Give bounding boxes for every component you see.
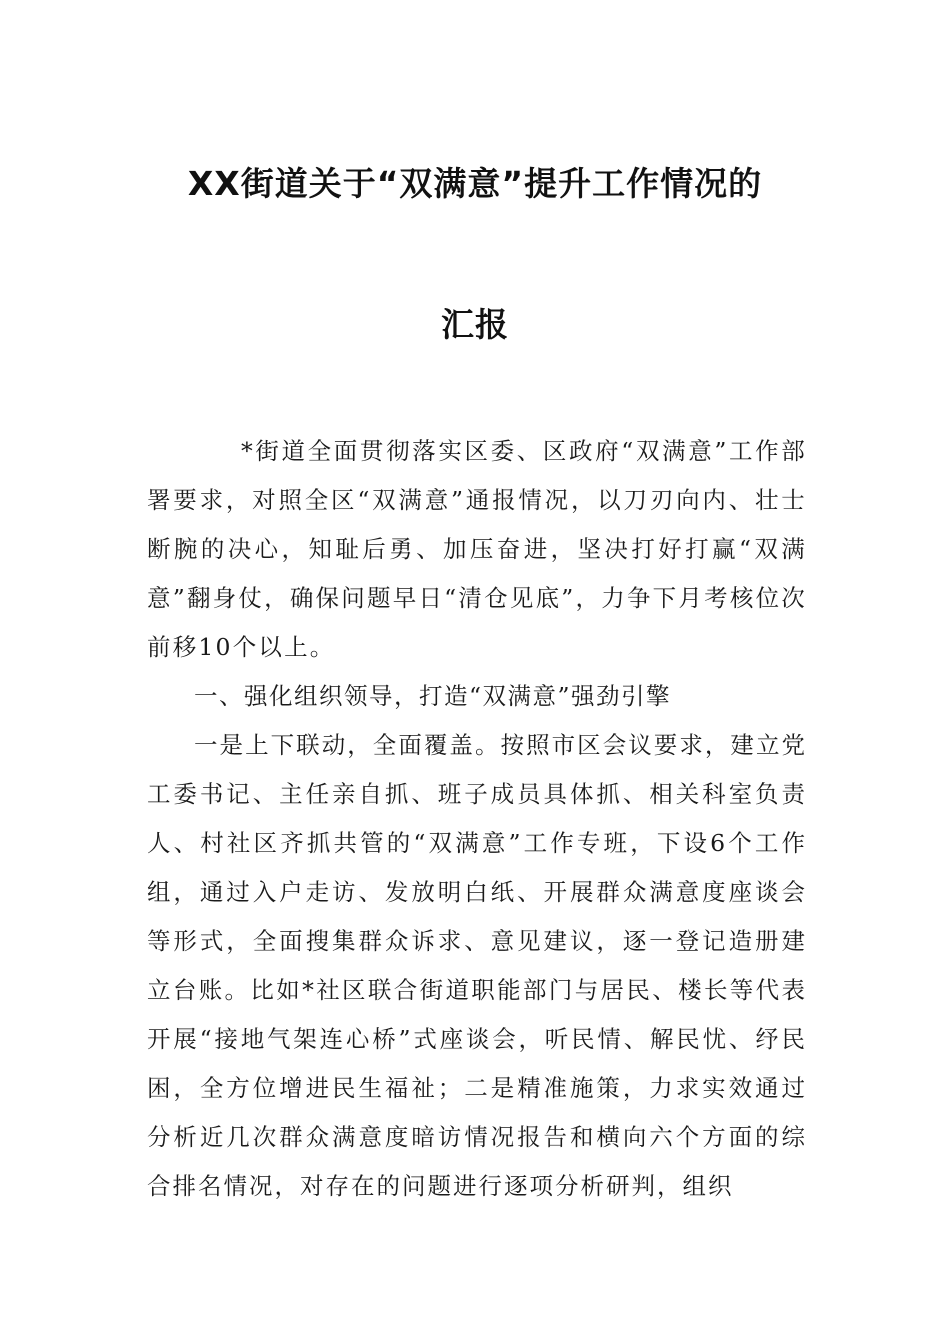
document-body: [147, 427, 807, 1211]
intro-paragraph: *街道全面贯彻落实区委、区政府“双满意”工作部署要求，对照全区“双满意”通报情况，以刀刃向内、壮士断腕的决心，知耻后勇、加压奋进，坚决打好打赢“双满意”翻身仗，确保问题早日“清仓见底”，力争下月考核位次前移10个以上。: [147, 437, 807, 661]
section-heading-1: 一、强化组织领导，打造“双满意”强劲引擎: [194, 682, 672, 710]
document-title-line1: XX街道关于“双满意”提升工作情况的: [187, 164, 763, 203]
section-1-paragraph: 一是上下联动，全面覆盖。按照市区会议要求，建立党工委书记、主任亲自抓、班子成员具体抓、相关科室负责人、村社区齐抓共管的“双满意”工作专班，下设6个工作组，通过入户走访、发放明白纸、开展群众满意度座谈会等形式，全面搜集群众诉求、意见建议，逐一登记造册建立台账。比如*社区联合街道职能部门与居民、楼长等代表开展“接地气架连心桥”式座谈会，听民情、解民忧、纾民困，全方位增进民生福祉；二是精准施策，力求实效通过分析近几次群众满意度暗访情况报告和横向六个方面的综合排名情况，对存在的问题进行逐项分析研判，组织: [147, 731, 807, 1200]
document-title-line2: 汇报: [441, 305, 509, 344]
